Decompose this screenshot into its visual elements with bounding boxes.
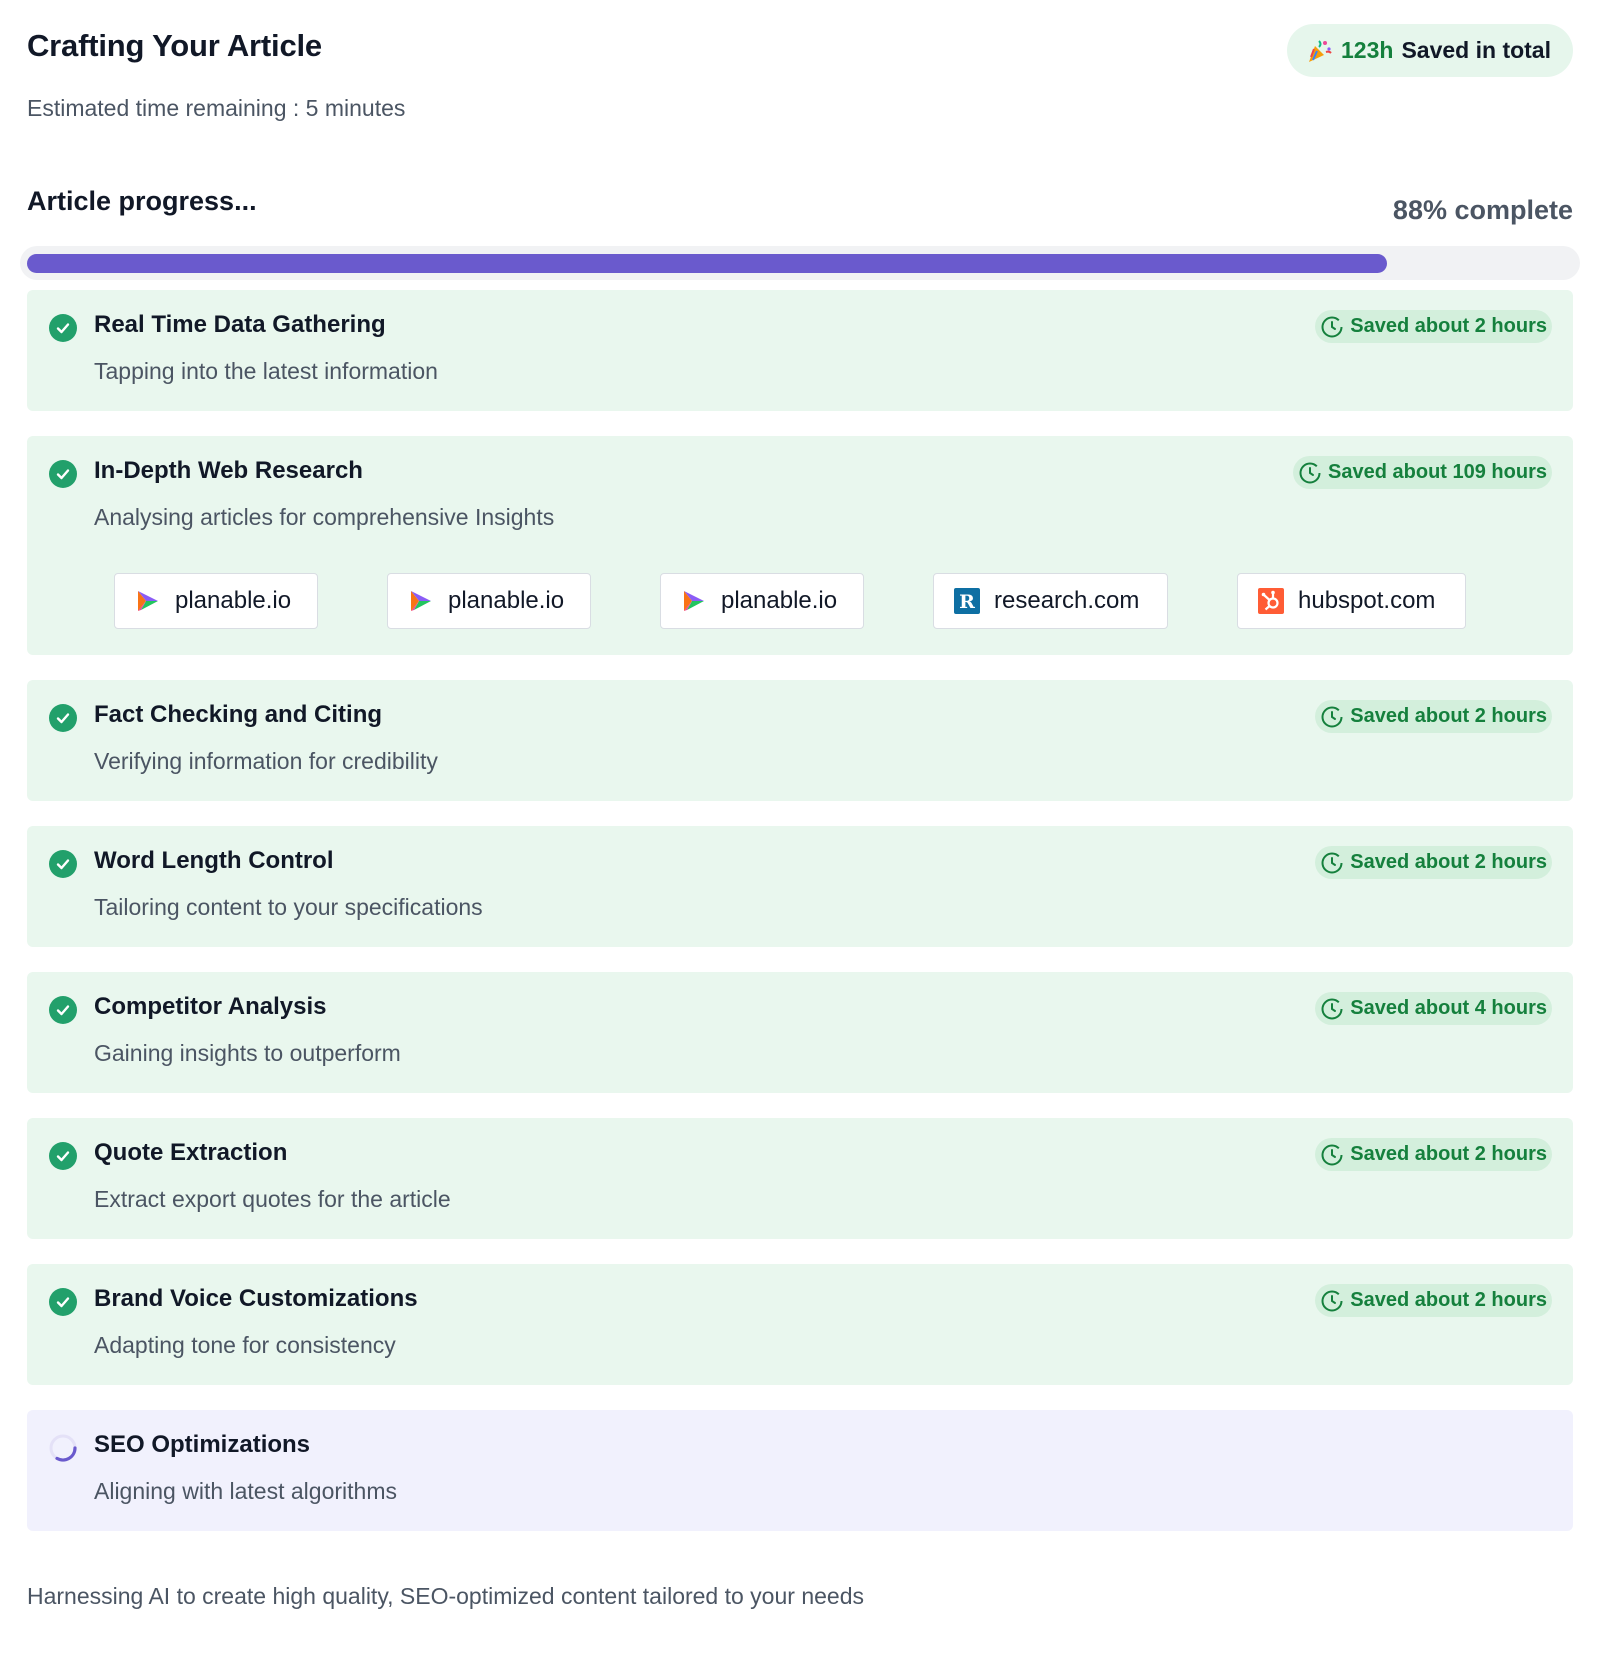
step-description: Gaining insights to outperform — [94, 1040, 401, 1066]
time-saved-text: Saved about 2 hours — [1350, 705, 1547, 727]
progress-section — [27, 150, 1573, 290]
progress-percent: 88% complete — [1392, 195, 1573, 225]
check-circle-icon — [49, 460, 77, 488]
source-chip[interactable] — [660, 573, 864, 629]
source-label: planable.io — [448, 587, 565, 614]
step-title: Word Length Control — [94, 847, 334, 874]
time-saved-badge — [1315, 310, 1552, 343]
total-saved-value: 123h — [1341, 37, 1394, 63]
footer-text: Harnessing AI to create high quality, SEO-optimized content tailored to your needs — [27, 1583, 864, 1609]
source-chip[interactable] — [114, 573, 318, 629]
step-card — [27, 1264, 1573, 1385]
step-description: Analysing articles for comprehensive Insights — [94, 504, 555, 530]
hubspot-logo-icon — [1258, 588, 1284, 614]
time-saved-badge — [1293, 456, 1552, 489]
source-label: hubspot.com — [1298, 587, 1436, 614]
step-description: Tailoring content to your specifications — [94, 894, 483, 920]
step-card — [27, 680, 1573, 801]
clock-icon — [1320, 997, 1344, 1021]
time-saved-badge — [1315, 992, 1552, 1025]
time-remaining: Estimated time remaining : 5 minutes — [27, 95, 406, 121]
party-popper-icon — [1305, 37, 1333, 65]
source-list — [114, 573, 1551, 629]
step-card — [27, 436, 1573, 655]
source-label: planable.io — [175, 587, 292, 614]
check-circle-icon — [49, 704, 77, 732]
time-saved-text: Saved about 2 hours — [1350, 315, 1547, 337]
page-title: Crafting Your Article — [27, 28, 322, 63]
clock-icon — [1320, 1143, 1344, 1167]
planable-logo-icon — [681, 588, 707, 614]
time-saved-text: Saved about 2 hours — [1350, 851, 1547, 873]
check-circle-icon — [49, 314, 77, 342]
clock-icon — [1320, 315, 1344, 339]
step-description: Aligning with latest algorithms — [94, 1478, 397, 1504]
planable-logo-icon — [135, 588, 161, 614]
step-title: Fact Checking and Citing — [94, 701, 383, 728]
step-description: Adapting tone for consistency — [94, 1332, 396, 1358]
progress-bar-fill — [27, 254, 1387, 273]
time-saved-badge — [1315, 846, 1552, 879]
total-saved-label: Saved in total — [1401, 37, 1551, 63]
step-title: Brand Voice Customizations — [94, 1285, 418, 1312]
step-card — [27, 290, 1573, 411]
source-chip[interactable] — [387, 573, 591, 629]
loading-spinner-icon — [49, 1434, 77, 1462]
source-chip[interactable] — [1237, 573, 1466, 629]
source-chip[interactable] — [933, 573, 1168, 629]
clock-icon — [1320, 851, 1344, 875]
source-label: planable.io — [721, 587, 838, 614]
step-title: In-Depth Web Research — [94, 457, 363, 484]
time-saved-badge — [1315, 1284, 1552, 1317]
planable-logo-icon — [408, 588, 434, 614]
step-description: Verifying information for credibility — [94, 748, 438, 774]
clock-icon — [1298, 461, 1322, 485]
step-title: Quote Extraction — [94, 1139, 288, 1166]
time-saved-badge — [1315, 1138, 1552, 1171]
svg-text:R: R — [959, 591, 975, 613]
total-saved-badge — [1287, 24, 1573, 77]
time-saved-text: Saved about 4 hours — [1350, 997, 1547, 1019]
step-description: Extract export quotes for the article — [94, 1186, 451, 1212]
progress-bar — [20, 246, 1580, 280]
time-saved-text: Saved about 2 hours — [1350, 1289, 1547, 1311]
step-card — [27, 972, 1573, 1093]
clock-icon — [1320, 705, 1344, 729]
check-circle-icon — [49, 850, 77, 878]
steps-list — [27, 290, 1573, 1531]
research-logo-icon — [954, 588, 980, 614]
step-title: SEO Optimizations — [94, 1431, 311, 1458]
step-title: Competitor Analysis — [94, 993, 327, 1020]
step-card — [27, 1118, 1573, 1239]
check-circle-icon — [49, 996, 77, 1024]
check-circle-icon — [49, 1142, 77, 1170]
step-card — [27, 826, 1573, 947]
step-card-in-progress — [27, 1410, 1573, 1531]
step-description: Tapping into the latest information — [94, 358, 438, 384]
source-label: research.com — [994, 587, 1140, 614]
check-circle-icon — [49, 1288, 77, 1316]
time-saved-badge — [1315, 700, 1552, 733]
step-title: Real Time Data Gathering — [94, 311, 386, 338]
time-saved-text: Saved about 109 hours — [1328, 461, 1547, 483]
time-saved-text: Saved about 2 hours — [1350, 1143, 1547, 1165]
header — [27, 0, 1573, 150]
clock-icon — [1320, 1289, 1344, 1313]
progress-label: Article progress... — [27, 186, 257, 216]
